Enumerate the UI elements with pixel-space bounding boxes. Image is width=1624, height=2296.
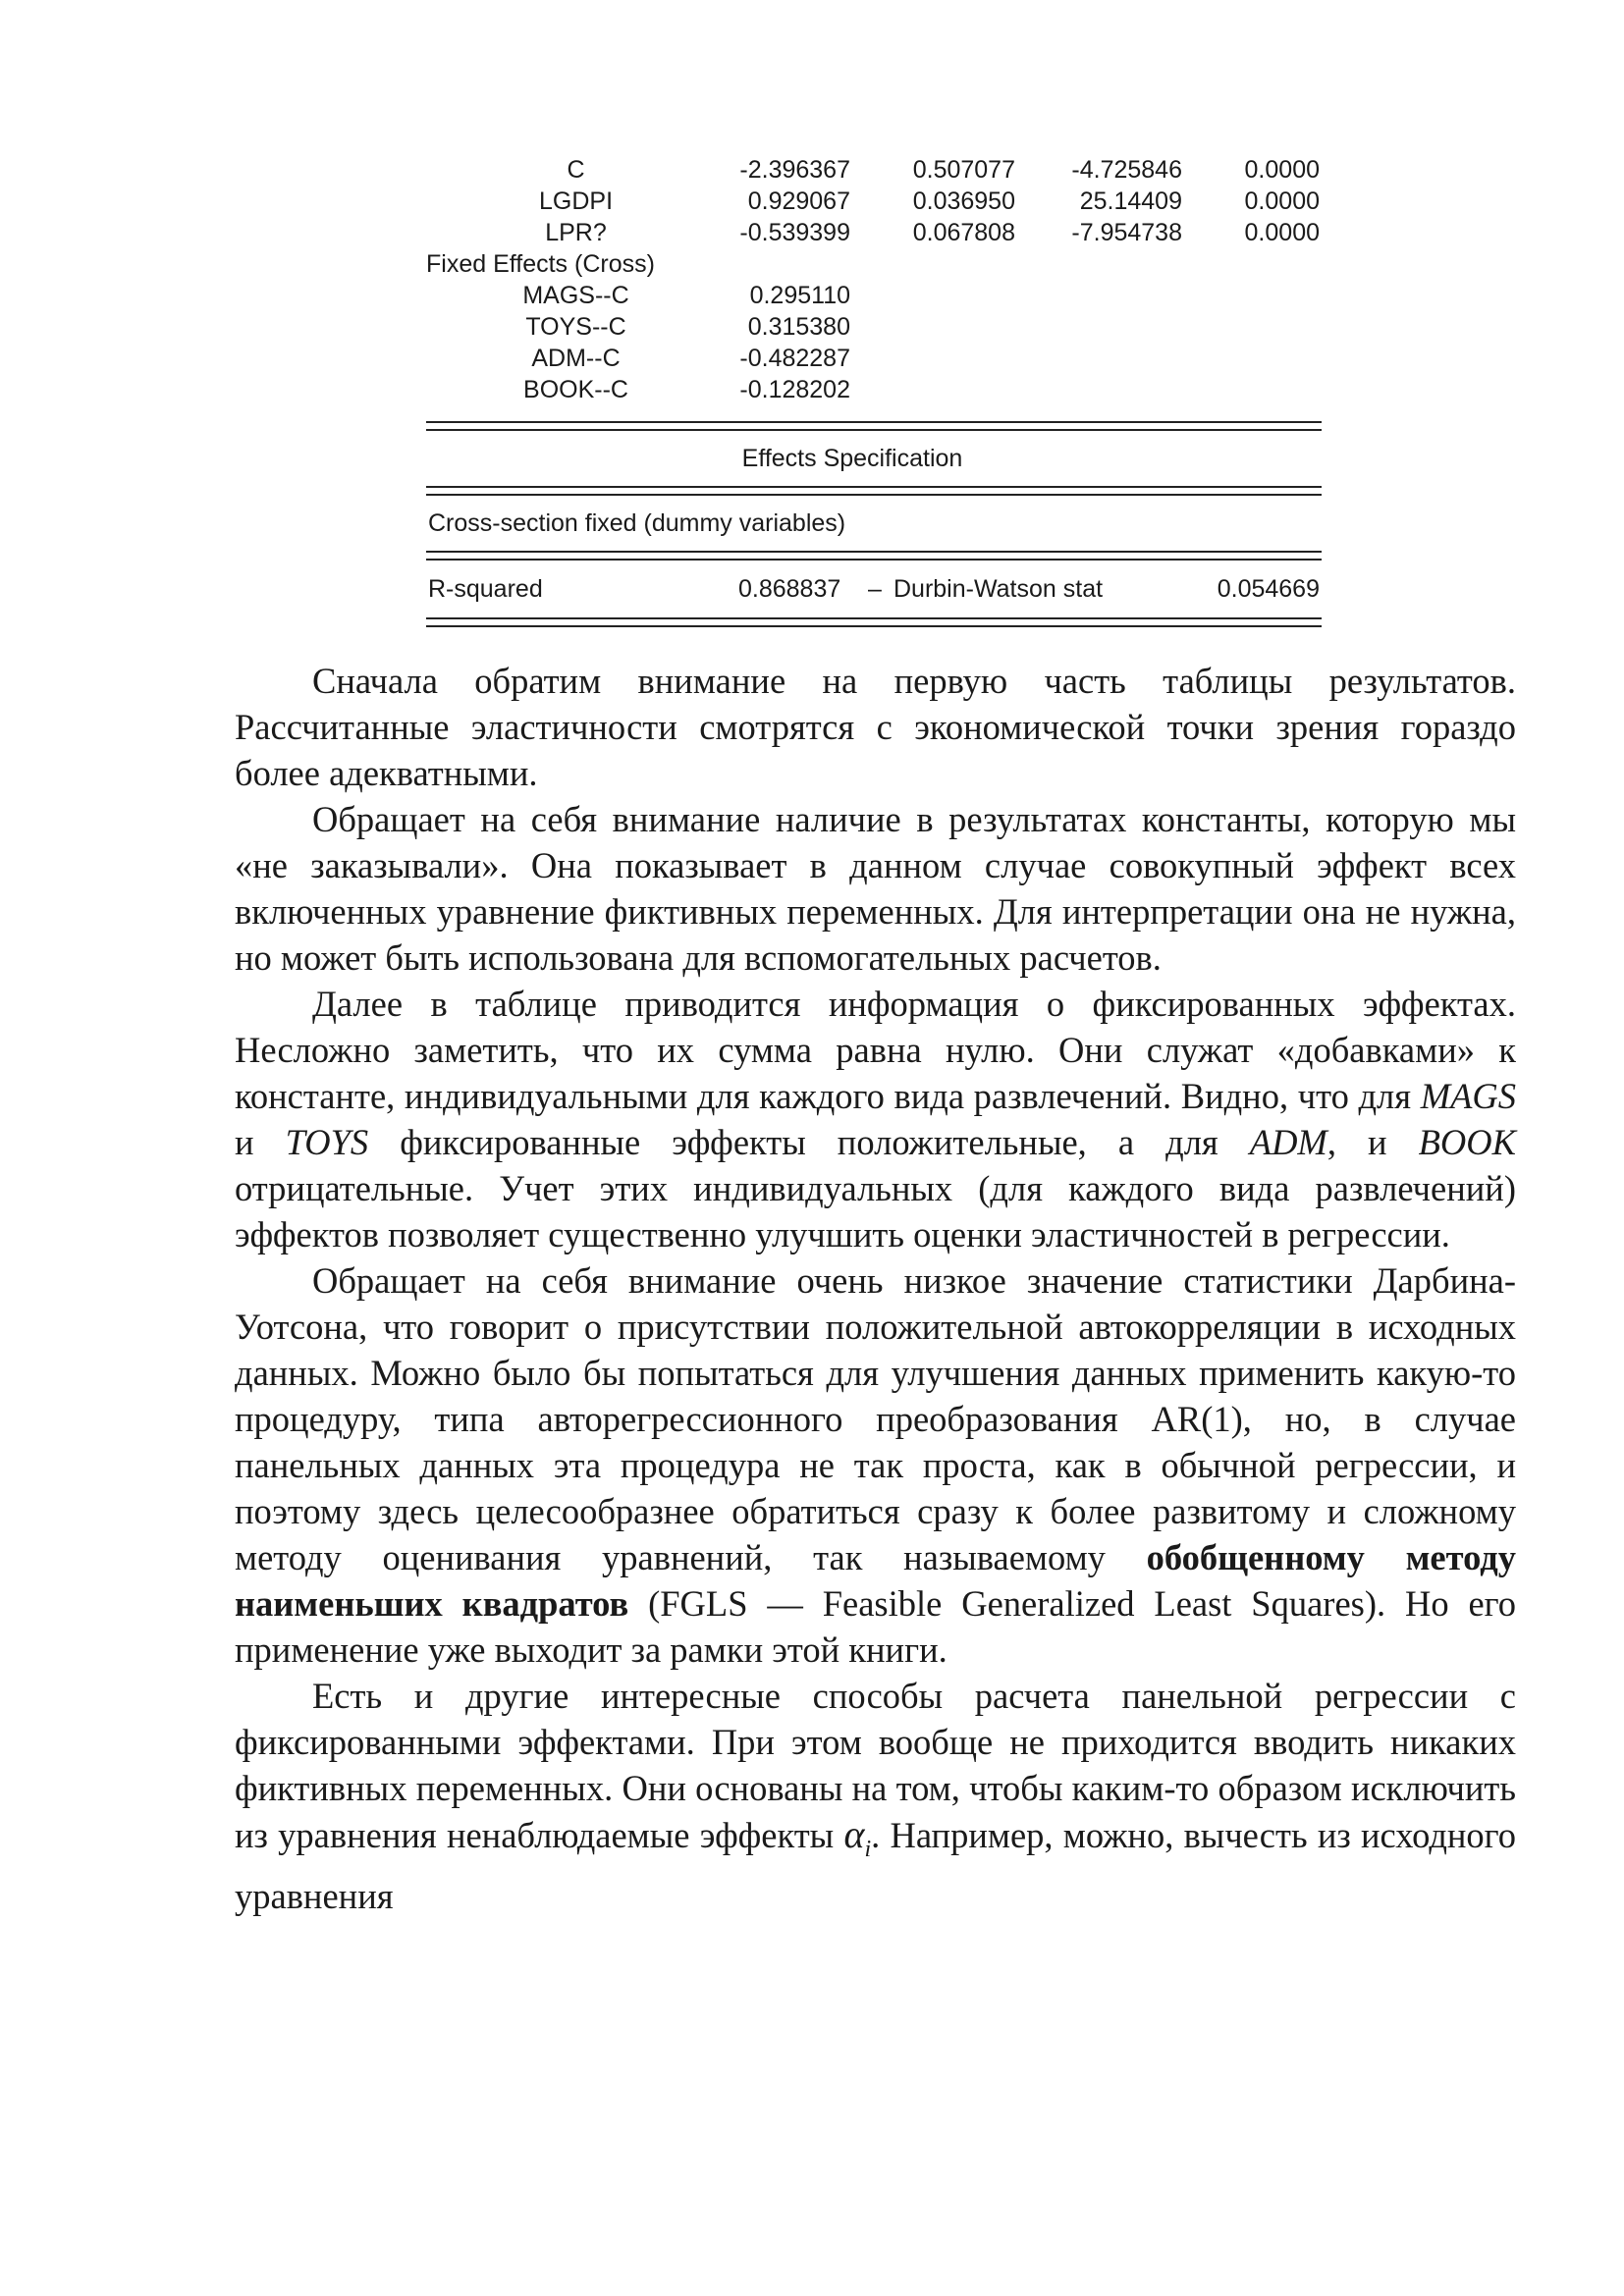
paragraph-text: , и [1326,1122,1419,1162]
table-row [426,374,1322,405]
table-row [426,343,1322,374]
table-row [426,217,1322,248]
regression-output-table [426,154,1322,627]
paragraph-text: Обращает на себя внимание очень низкое значение статистики Дарбина-Уотсона, что говорит о присутствии положительной автокорреляции в исходных данных. Можно было бы попытаться для улучшения данных применить какую-то процедуру, типа авторегрессионного преобразования AR(1), но, в случае панельных данных эта процедура не так проста, как в обычной регрессии, и поэтому здесь целесообразнее обратиться сразу к более развитому и сложному методу оценивания уравнений, так называемому [235,1260,1516,1577]
t-statistic: -7.954738 [1071,219,1182,246]
body-text [235,658,1516,1919]
p-value: 0.0000 [1244,219,1320,246]
paragraph [235,796,1516,981]
paragraph [235,658,1516,796]
paragraph-text: отрицательные. Учет этих индивидуальных (для каждого вида развлечений) эффектов позволяет существенно улучшить оценки эластичностей в регрессии. [235,1168,1516,1255]
fixed-effects-label: Fixed Effects (Cross) [426,250,655,278]
p-value: 0.0000 [1244,156,1320,184]
effect-name: BOOK--C [523,376,628,403]
italic-term: TOYS [285,1122,369,1162]
coefficient: -2.396367 [739,156,850,184]
variable-name: C [567,156,585,184]
paragraph-text: (FGLS — Feasible Generalized Least Squares). Но его применение уже выходит за рамки этой книги. [235,1583,1516,1670]
effect-value: -0.128202 [739,376,850,403]
effect-name: MAGS--C [522,282,629,309]
r-squared-label: R-squared [428,575,543,603]
alpha-letter: α [843,1812,865,1856]
coefficient: 0.929067 [747,187,850,215]
paragraph-text: . Например, можно, вычесть из исходного уравнения [235,1815,1516,1916]
double-rule [426,617,1322,627]
fixed-effects-header [426,248,1322,280]
table-row [426,186,1322,217]
paragraph-text: Обращает на себя внимание наличие в результатах константы, которую мы «не заказывали». Она показывает в данном случае совокупный эффект всех включенных уравнение фиктивных переменных. Для интерпретации она не нужна, но может быть использована для вспомогательных расчетов. [235,799,1516,978]
double-rule [426,551,1322,561]
p-value: 0.0000 [1244,187,1320,215]
double-rule [426,421,1322,431]
summary-stats-row [426,561,1322,617]
alpha-subscript: i [864,1837,872,1862]
alpha-symbol [843,1812,872,1862]
paragraph [235,1673,1516,1919]
italic-term: MAGS [1420,1076,1516,1116]
paragraph [235,981,1516,1257]
effect-value: -0.482287 [739,345,850,372]
paragraph [235,1257,1516,1673]
std-error: 0.036950 [912,187,1015,215]
effect-value: 0.315380 [747,313,850,341]
variable-name: LPR? [545,219,607,246]
variable-name: LGDPI [538,187,614,215]
paragraph-text: Сначала обратим внимание на первую часть таблицы результатов. Рассчитанные эластичности смотрятся с экономической точки зрения гораздо более адекватными. [235,661,1516,793]
italic-term: ADM [1249,1122,1327,1162]
paragraph-text: и [235,1122,286,1162]
table-row [426,154,1322,186]
effect-name: TOYS--C [525,313,626,341]
t-statistic: -4.725846 [1071,156,1182,184]
italic-term: BOOK [1418,1122,1516,1162]
cross-section-note: Cross-section fixed (dummy variables) [428,509,846,537]
durbin-watson-value: 0.054669 [1217,575,1320,603]
bold-term: обобщенному методу наименьших квадратов [235,1537,1516,1624]
effect-name: ADM--C [531,345,621,372]
std-error: 0.067808 [912,219,1015,246]
paragraph-text: фиксированные эффекты положительные, а для [368,1122,1250,1162]
paragraph-text: Есть и другие интересные способы расчета панельной регрессии с фиксированными эффектами. При этом вообще не приходится вводить никаких фиктивных переменных. Они основаны на том, чтобы каким-то образом исключить из уравнения ненаблюдаемые эффекты [235,1676,1516,1855]
effects-specification-heading [426,431,1322,486]
coefficient: -0.539399 [739,219,850,246]
std-error: 0.507077 [912,156,1015,184]
effect-value: 0.295110 [749,282,850,309]
table-row [426,280,1322,311]
effects-specification-label: Effects Specification [741,445,963,472]
table-row [426,311,1322,343]
double-rule [426,486,1322,496]
r-squared-value: 0.868837 [738,575,841,603]
paragraph-text: Далее в таблице приводится информация о фиксированных эффектах. Несложно заметить, что их сумма равна нулю. Они служат «добавками» к константе, индивидуальными для каждого вида развлечений. Видно, что для [235,984,1516,1116]
durbin-watson-label: Durbin-Watson stat [893,575,1104,603]
separator-dash: – [868,575,882,603]
t-statistic: 25.14409 [1079,187,1182,215]
